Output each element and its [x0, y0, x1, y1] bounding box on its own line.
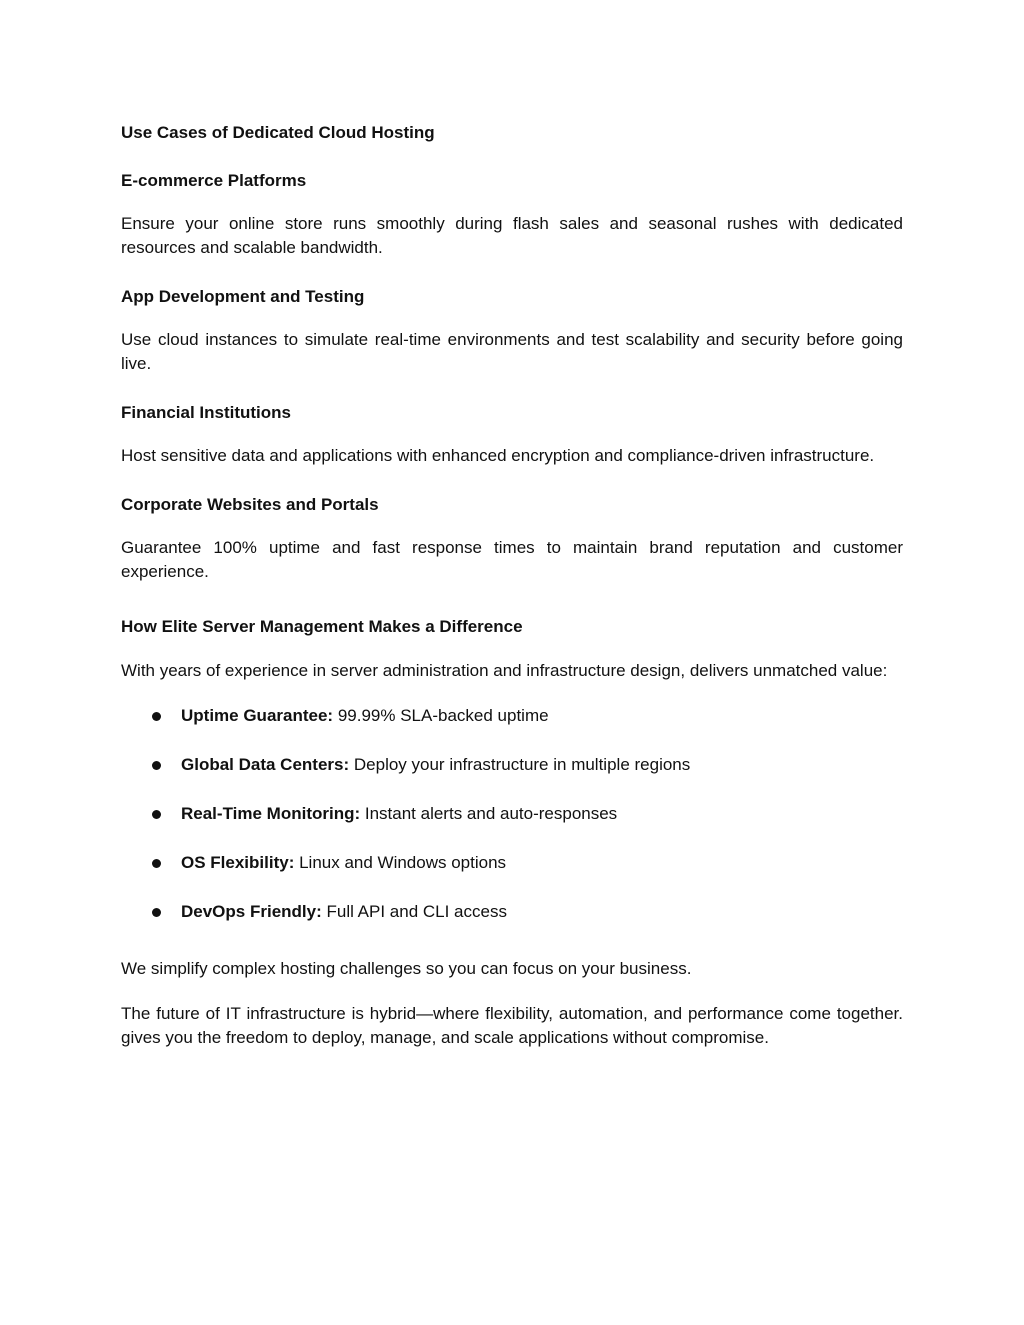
use-case-body: Ensure your online store runs smoothly during flash sales and seasonal rushes with dedicated resources and scalable bandwidth. — [121, 214, 903, 257]
use-case-heading: App Development and Testing — [121, 287, 365, 306]
use-case-body: Use cloud instances to simulate real-time environments and test scalability and security before going live. — [121, 330, 903, 373]
feature-text: 99.99% SLA-backed uptime — [333, 706, 549, 725]
feature-text: Full API and CLI access — [321, 902, 507, 921]
use-case-body: Guarantee 100% uptime and fast response times to maintain brand reputation and customer experience. — [121, 538, 903, 581]
feature-label: DevOps Friendly: — [181, 902, 322, 921]
list-item — [121, 802, 903, 851]
feature-label: Global Data Centers: — [181, 755, 350, 774]
feature-text: Instant alerts and auto-responses — [360, 804, 618, 823]
document-title: Use Cases of Dedicated Cloud Hosting — [121, 123, 435, 142]
bullet-icon — [152, 908, 161, 917]
bullet-icon — [152, 712, 161, 721]
feature-label: Uptime Guarantee: — [181, 706, 334, 725]
difference-heading: How Elite Server Management Makes a Difference — [121, 617, 523, 636]
use-case-heading: E-commerce Platforms — [121, 171, 307, 190]
feature-list — [121, 704, 903, 924]
use-case-body: Host sensitive data and applications with enhanced encryption and compliance-driven infrastructure. — [121, 446, 875, 465]
feature-text: Deploy your infrastructure in multiple regions — [349, 755, 691, 774]
bullet-icon — [152, 810, 161, 819]
closing-paragraph: The future of IT infrastructure is hybrid—where flexibility, automation, and performance come together. gives you the freedom to deploy, manage, and scale applications without compromise. — [121, 1004, 903, 1047]
feature-text: Linux and Windows options — [294, 853, 507, 872]
feature-label: OS Flexibility: — [181, 853, 295, 872]
list-item — [121, 851, 903, 900]
use-case-heading: Corporate Websites and Portals — [121, 495, 379, 514]
list-item — [121, 900, 903, 924]
list-item — [121, 753, 903, 802]
use-case-heading: Financial Institutions — [121, 403, 292, 422]
feature-label: Real-Time Monitoring: — [181, 804, 361, 823]
difference-intro: With years of experience in server administration and infrastructure design, delivers unmatched value: — [121, 661, 888, 680]
bullet-icon — [152, 859, 161, 868]
closing-paragraph: We simplify complex hosting challenges so you can focus on your business. — [121, 959, 692, 978]
bullet-icon — [152, 761, 161, 770]
document-content — [121, 120, 903, 1050]
list-item — [121, 704, 903, 753]
